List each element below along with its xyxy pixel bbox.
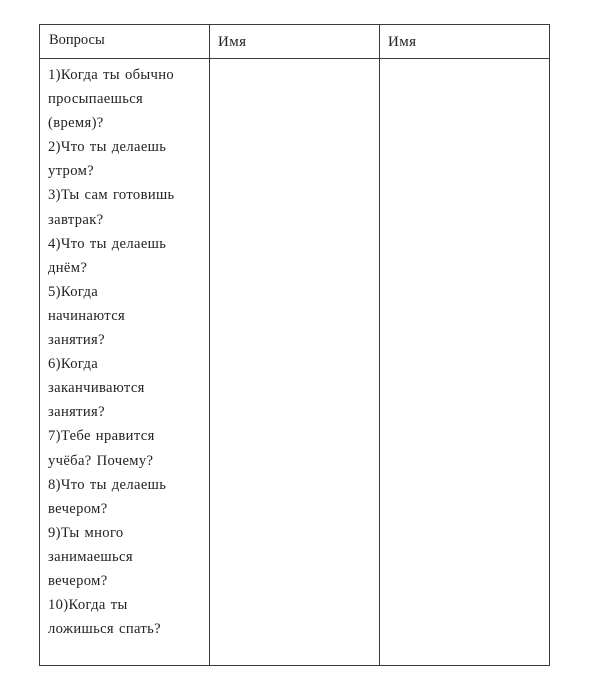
question-item: 5)Когда начинаются занятия?	[48, 283, 126, 349]
header-name-2: Имя	[380, 25, 550, 59]
questions-cell	[40, 59, 210, 666]
answer-cell-name-2	[380, 59, 550, 666]
header-name-1: Имя	[210, 25, 380, 59]
question-item: 8)Что ты делаешь вечером?	[48, 476, 167, 517]
survey-table	[39, 24, 550, 666]
question-item: 1)Когда ты обычно просыпаешься (время)?	[48, 67, 175, 132]
question-item: 2)Что ты делаешь утром?	[48, 139, 167, 180]
question-item: 6)Когда заканчиваются занятия?	[48, 356, 145, 421]
question-item: 4)Что ты делаешь днём?	[48, 235, 167, 276]
table-body-row	[40, 59, 550, 666]
answer-cell-name-1	[210, 59, 380, 666]
header-questions: Вопросы	[40, 25, 210, 59]
question-item: 9)Ты много занимаешься вечером?	[48, 524, 133, 589]
table-header-row	[40, 25, 550, 59]
question-item: 3)Ты сам готовишь завтрак?	[48, 187, 175, 228]
question-item: 7)Тебе нравится учёба? Почему?	[48, 428, 155, 469]
question-list	[48, 63, 205, 641]
document-page	[39, 24, 549, 665]
question-item: 10)Когда ты ложишься спать?	[48, 597, 161, 638]
